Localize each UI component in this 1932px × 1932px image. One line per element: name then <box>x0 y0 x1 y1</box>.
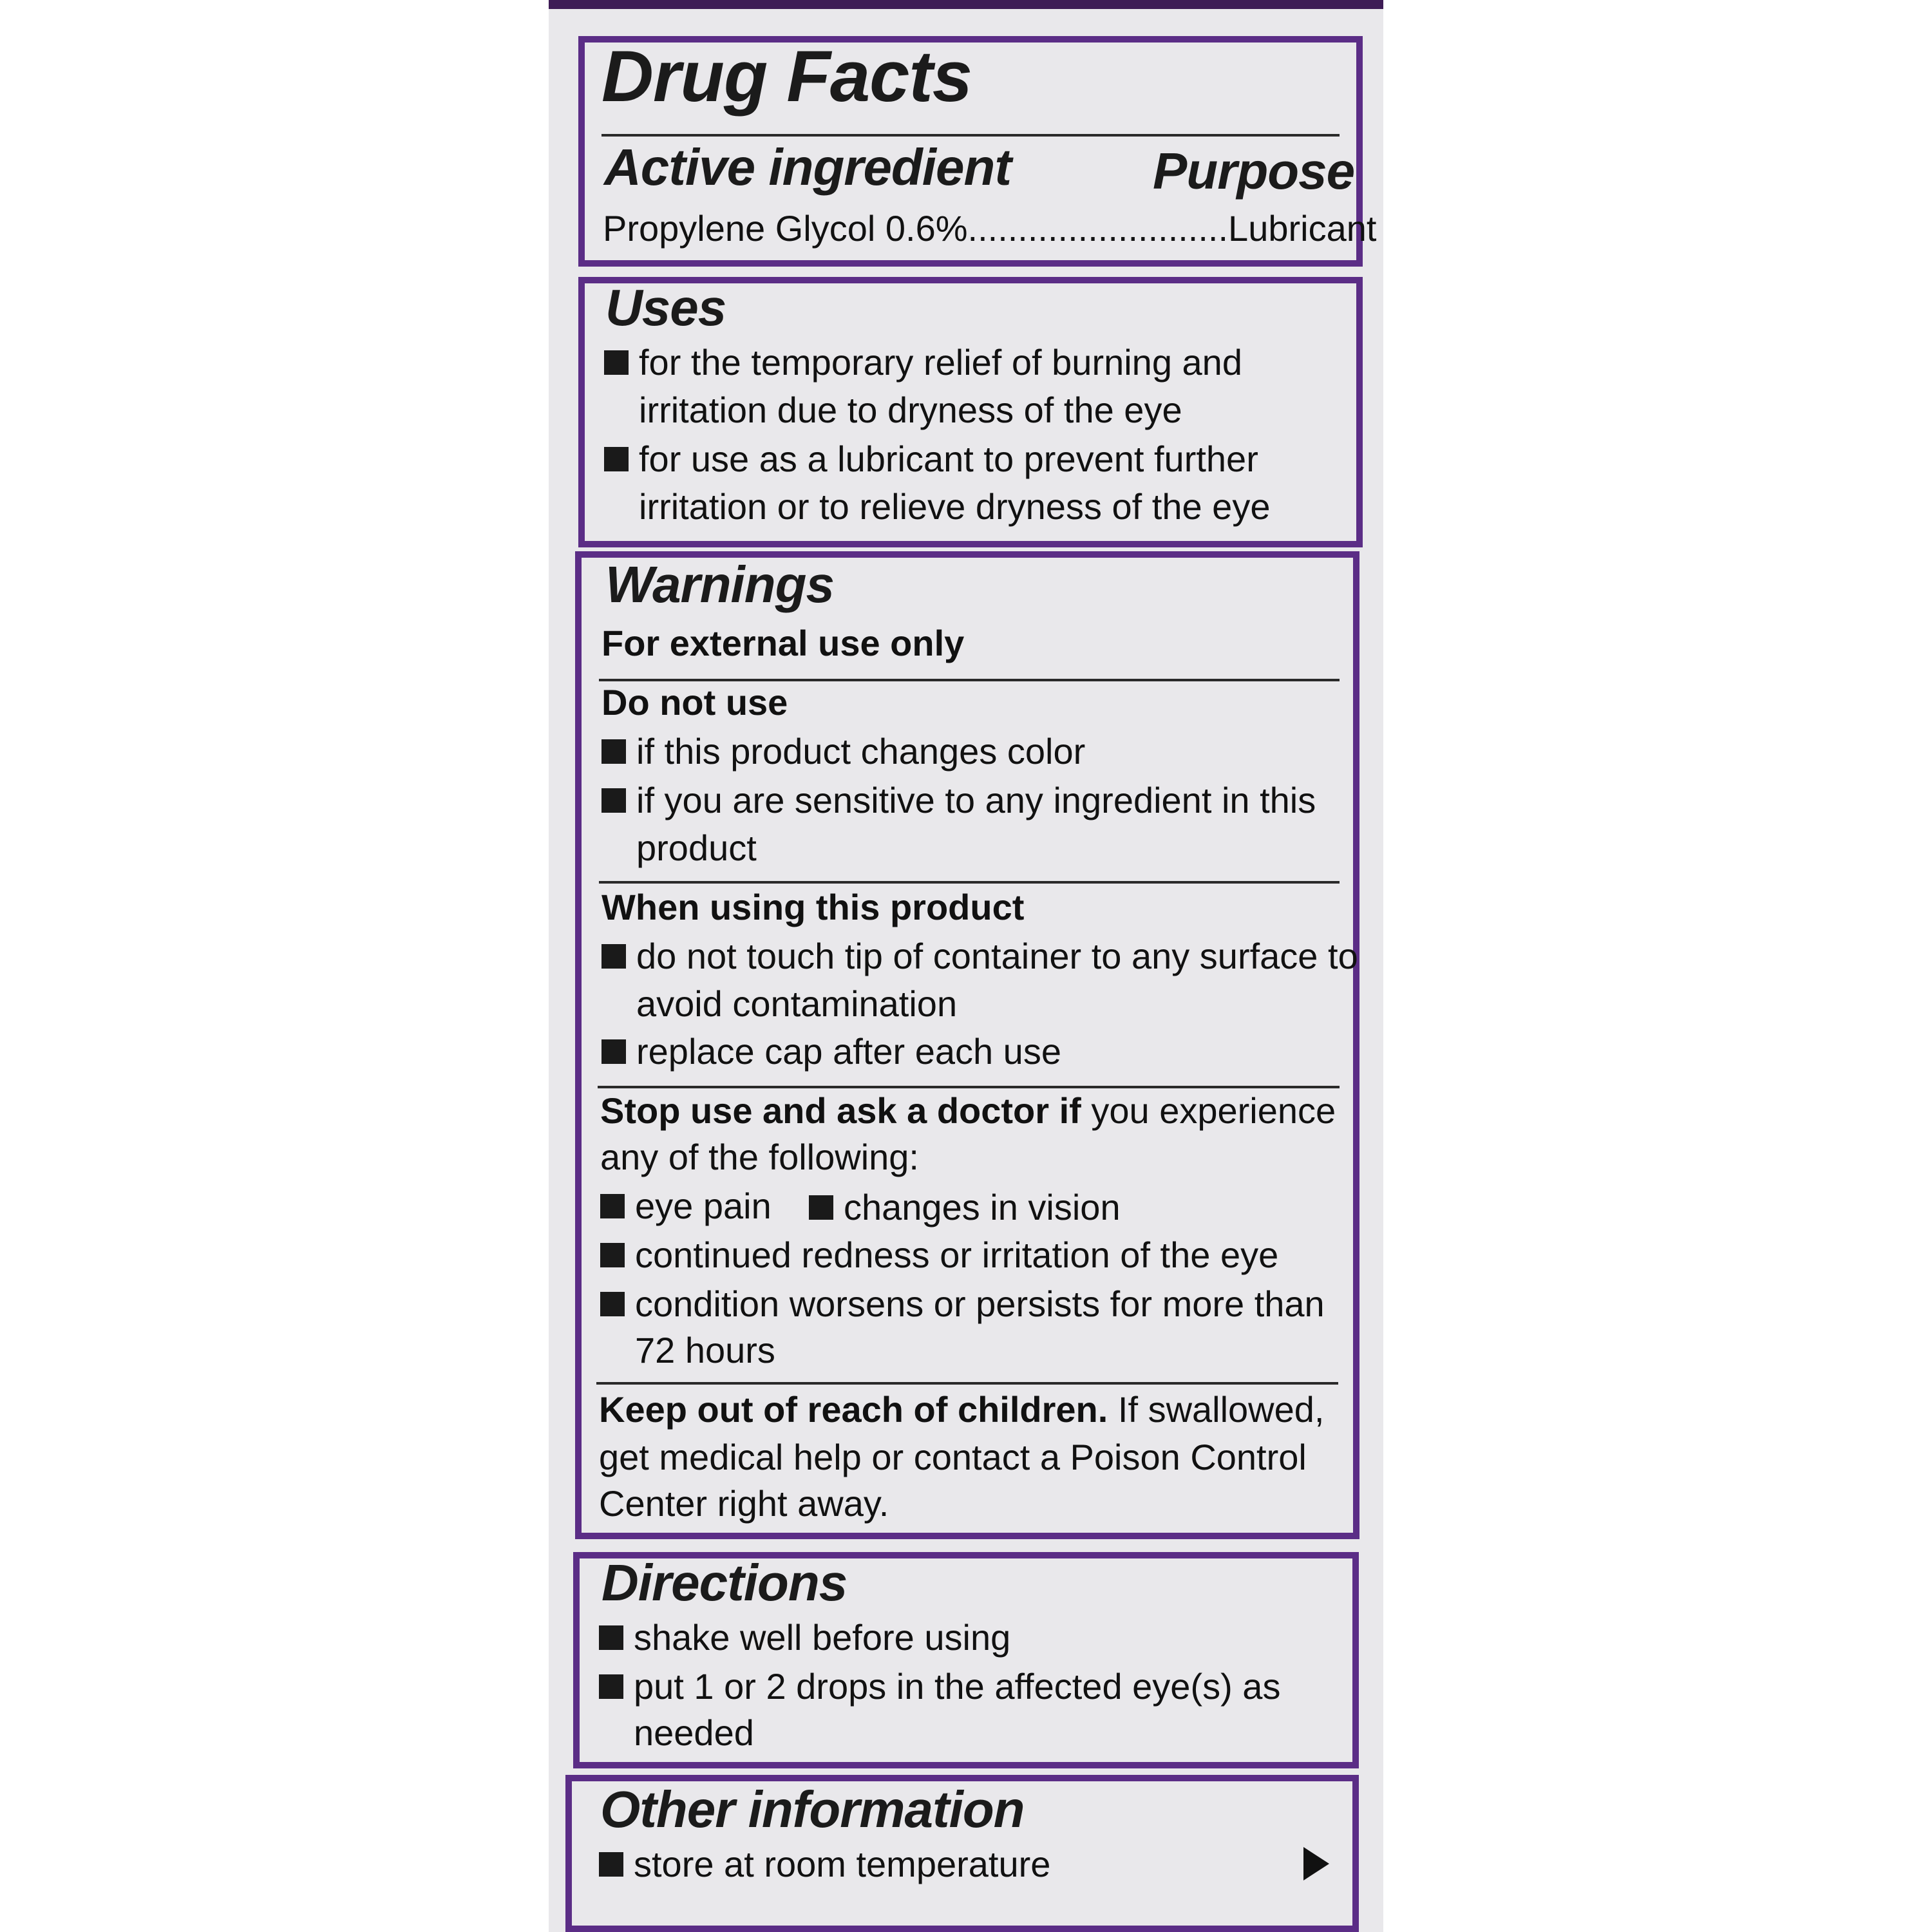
keep-out-text: Keep out of reach of children. If swallowed, <box>599 1389 1325 1430</box>
list-item: eye pain <box>600 1185 772 1227</box>
bullet-square-icon <box>604 350 629 375</box>
bullet-square-icon <box>604 447 629 471</box>
active-ingredient-row <box>603 207 1376 249</box>
list-item: store at room temperature <box>599 1843 1050 1885</box>
list-item-continuation: irritation due to dryness of the eye <box>639 390 1182 430</box>
do-not-use-heading: Do not use <box>601 682 788 723</box>
bullet-square-icon <box>599 1852 623 1877</box>
stop-use-text: Stop use and ask a doctor if you experience <box>600 1090 1336 1131</box>
list-item: for use as a lubricant to prevent further <box>604 438 1258 480</box>
list-item: changes in vision <box>809 1186 1121 1228</box>
bullet-square-icon <box>599 1625 623 1650</box>
leader-dots: .......................... <box>967 208 1229 249</box>
bullet-square-icon <box>601 1039 626 1064</box>
list-item-continuation: 72 hours <box>635 1330 775 1370</box>
list-item-continuation: avoid contamination <box>636 983 958 1024</box>
when-using-heading: When using this product <box>601 887 1025 927</box>
bullet-square-icon <box>601 788 626 813</box>
divider <box>598 1086 1340 1088</box>
bullet-square-icon <box>599 1674 623 1699</box>
list-item: do not touch tip of container to any surface to <box>601 935 1358 977</box>
list-item-continuation: needed <box>634 1712 754 1753</box>
active-ingredient-heading: Active ingredient <box>604 138 1012 196</box>
divider <box>596 1382 1338 1385</box>
page-title: Drug Facts <box>601 36 972 117</box>
list-item: replace cap after each use <box>601 1030 1061 1072</box>
external-use-note: For external use only <box>601 623 965 663</box>
divider <box>601 134 1340 137</box>
list-item: shake well before using <box>599 1616 1010 1658</box>
purpose-heading: Purpose <box>1153 142 1355 200</box>
list-item: condition worsens or persists for more than <box>600 1283 1325 1325</box>
uses-heading: Uses <box>605 279 726 336</box>
continue-arrow-icon <box>1303 1847 1329 1880</box>
divider <box>599 881 1340 884</box>
bullet-square-icon <box>600 1243 625 1267</box>
bullet-square-icon <box>601 739 626 764</box>
ingredient-name: Propylene Glycol 0.6% <box>603 208 968 249</box>
list-item: if you are sensitive to any ingredient in this <box>601 779 1316 821</box>
list-item-continuation: product <box>636 828 757 868</box>
list-item: for the temporary relief of burning and <box>604 341 1242 383</box>
bullet-square-icon <box>600 1292 625 1316</box>
bullet-square-icon <box>809 1195 833 1220</box>
list-item: if this product changes color <box>601 730 1085 772</box>
stop-use-text-continuation: any of the following: <box>600 1137 919 1177</box>
other-information-heading: Other information <box>600 1781 1025 1838</box>
ingredient-purpose: Lubricant <box>1228 208 1377 249</box>
stop-use-heading: Stop use and ask a doctor if <box>600 1090 1081 1131</box>
list-item: continued redness or irritation of the eye <box>600 1234 1278 1276</box>
bullet-square-icon <box>601 944 626 969</box>
list-item-continuation: irritation or to relieve dryness of the eye <box>639 486 1271 527</box>
warnings-heading: Warnings <box>605 556 835 613</box>
top-band <box>549 0 1383 9</box>
keep-out-text-continuation: get medical help or contact a Poison Control <box>599 1437 1307 1477</box>
keep-out-text-continuation: Center right away. <box>599 1483 889 1524</box>
directions-heading: Directions <box>601 1554 848 1611</box>
list-item: put 1 or 2 drops in the affected eye(s) as <box>599 1665 1280 1707</box>
bullet-square-icon <box>600 1194 625 1218</box>
keep-out-heading: Keep out of reach of children. <box>599 1389 1108 1430</box>
